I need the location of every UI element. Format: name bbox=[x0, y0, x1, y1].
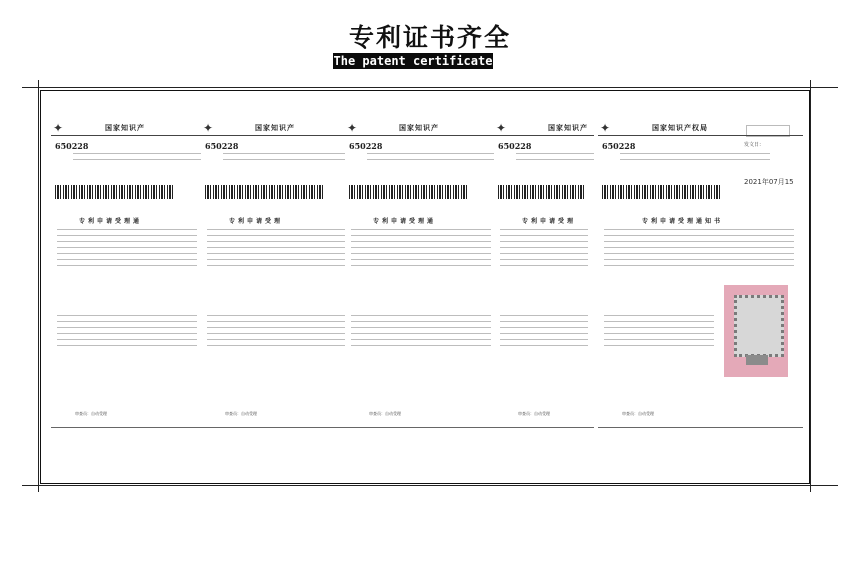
notice-list bbox=[351, 315, 491, 351]
issue-date-label: 发文日： bbox=[744, 142, 765, 148]
doc-code: 650228 bbox=[498, 141, 532, 151]
left-rule bbox=[38, 80, 39, 492]
doc-address-block bbox=[367, 153, 497, 165]
doc-header bbox=[201, 121, 351, 135]
issue-date: 2021年07月15 bbox=[744, 178, 794, 186]
examiner-label: 审查员：自动受理 bbox=[369, 411, 401, 416]
certificate-doc-2 bbox=[201, 115, 351, 460]
footer-divider bbox=[201, 427, 351, 428]
doc-header bbox=[494, 121, 594, 135]
doc-org: 国家知识产 bbox=[399, 123, 439, 132]
doc-org: 国家知识产权局 bbox=[652, 123, 708, 132]
certificate-doc-3 bbox=[345, 115, 497, 460]
notice-body bbox=[57, 229, 197, 271]
header-divider bbox=[345, 135, 497, 136]
header-divider bbox=[51, 135, 203, 136]
notice-title: 专利申请受理通 bbox=[373, 218, 437, 225]
examiner-label: 审查员：自动受理 bbox=[622, 411, 654, 416]
examiner-label: 审查员：自动受理 bbox=[75, 411, 107, 416]
top-rule bbox=[22, 87, 838, 88]
barcode bbox=[498, 185, 584, 199]
header-divider bbox=[201, 135, 351, 136]
header-divider bbox=[494, 135, 594, 136]
page-title: 专利证书齐全 bbox=[348, 23, 511, 52]
notice-title: 专利申请受理 bbox=[522, 218, 577, 225]
doc-header bbox=[345, 121, 497, 135]
doc-address-block bbox=[516, 153, 594, 165]
notice-list bbox=[604, 315, 714, 351]
doc-code: 650228 bbox=[55, 141, 89, 151]
doc-address-block bbox=[223, 153, 351, 165]
cnipa-logo-icon: ✦ bbox=[203, 121, 214, 135]
doc-address-block bbox=[620, 153, 770, 165]
doc-header bbox=[51, 121, 203, 135]
product-photo bbox=[724, 285, 788, 377]
examiner-label: 审查员：自动受理 bbox=[518, 411, 550, 416]
doc-code: 650228 bbox=[205, 141, 239, 151]
cnipa-logo-icon: ✦ bbox=[347, 121, 358, 135]
notice-body bbox=[500, 229, 588, 271]
doc-code: 650228 bbox=[602, 141, 636, 151]
certificate-frame bbox=[40, 90, 810, 484]
doc-org: 国家知识产 bbox=[105, 123, 145, 132]
cnipa-logo-icon: ✦ bbox=[600, 121, 611, 135]
mirror-image bbox=[734, 295, 784, 357]
barcode bbox=[349, 185, 467, 199]
notice-body bbox=[207, 229, 347, 271]
barcode bbox=[55, 185, 173, 199]
notice-list bbox=[500, 315, 588, 351]
footer-divider bbox=[494, 427, 594, 428]
notice-list bbox=[207, 315, 347, 351]
right-rule bbox=[810, 80, 811, 492]
cnipa-logo-icon: ✦ bbox=[53, 121, 64, 135]
notice-list bbox=[57, 315, 197, 351]
footer-divider bbox=[51, 427, 203, 428]
mirror-stand bbox=[746, 355, 768, 365]
footer-divider bbox=[345, 427, 497, 428]
notice-title: 专利申请受理 bbox=[229, 218, 284, 225]
doc-org: 国家知识产 bbox=[255, 123, 295, 132]
notice-body bbox=[351, 229, 491, 271]
doc-org: 国家知识产 bbox=[548, 123, 588, 132]
certificate-doc-5 bbox=[598, 115, 803, 460]
doc-address-block bbox=[73, 153, 203, 165]
notice-title: 专利申请受理通知书 bbox=[642, 218, 724, 225]
examiner-label: 审查员：自动受理 bbox=[225, 411, 257, 416]
doc-code: 650228 bbox=[349, 141, 383, 151]
bottom-rule bbox=[22, 485, 838, 486]
certificate-doc-4 bbox=[494, 115, 594, 460]
cnipa-logo-icon: ✦ bbox=[496, 121, 507, 135]
page-subtitle: The patent certificate bbox=[333, 54, 493, 68]
certificate-doc-1 bbox=[51, 115, 203, 460]
barcode bbox=[205, 185, 323, 199]
notice-body bbox=[604, 229, 794, 271]
barcode bbox=[602, 185, 720, 199]
footer-divider bbox=[598, 427, 803, 428]
header-divider bbox=[598, 135, 803, 136]
notice-title: 专利申请受理通 bbox=[79, 218, 143, 225]
